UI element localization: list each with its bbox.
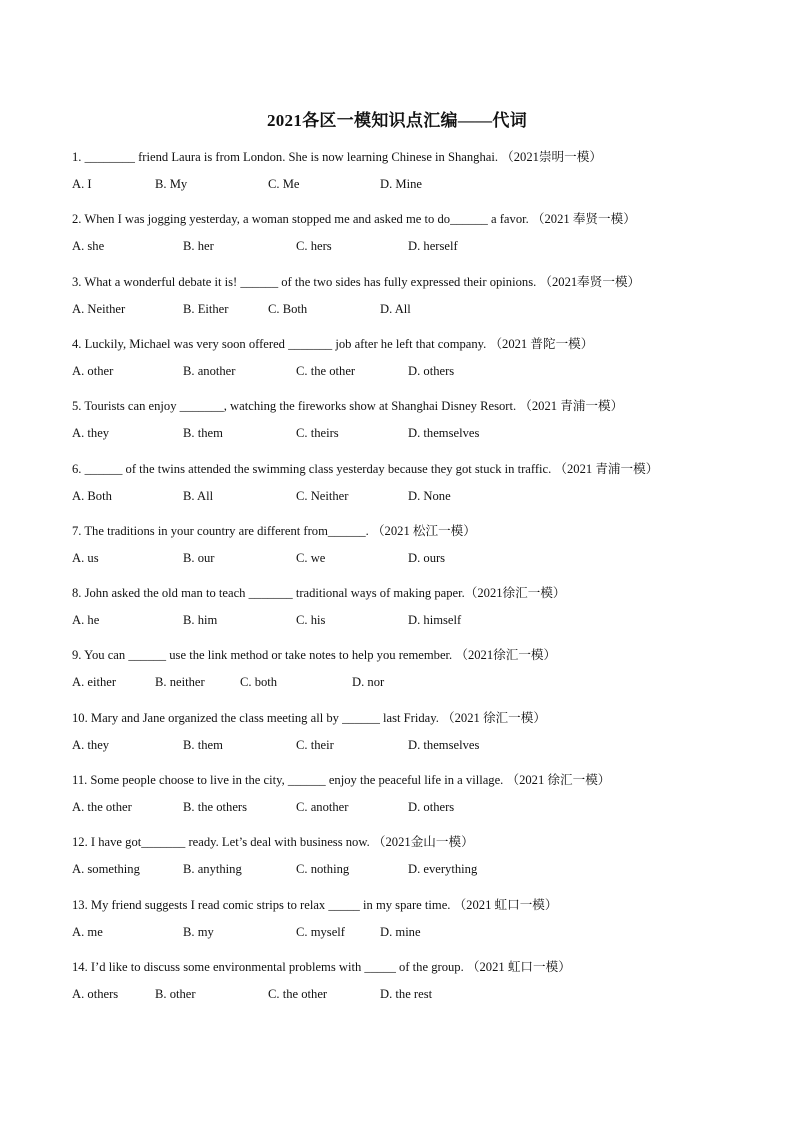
answer-option: B. them (183, 737, 223, 752)
answer-option: D. everything (408, 862, 478, 877)
answer-option: B. my (183, 924, 214, 939)
question-text: 12. I have got_______ ready. Let’s deal with business now. （2021金山一模） (72, 835, 474, 850)
answer-option: C. myself (296, 924, 345, 939)
answer-options (72, 302, 722, 318)
answer-option: D. ours (408, 550, 446, 565)
question-text: 14. I’d like to discuss some environmental problems with _____ of the group. （2021 虹口一模） (72, 959, 571, 974)
question-text: 6. ______ of the twins attended the swimming class yesterday because they got stuck in traffic. （2021 青浦一模） (72, 461, 659, 476)
answer-option: B. another (183, 363, 236, 378)
document-title: 2021各区一模知识点汇编——代词 (266, 111, 528, 130)
answer-option: C. their (296, 737, 334, 752)
answer-option: D. nor (352, 675, 385, 690)
answer-option: C. Both (268, 301, 308, 316)
answer-options (72, 177, 722, 193)
answer-option: B. our (183, 550, 215, 565)
answer-option: D. themselves (408, 426, 480, 441)
answer-option: D. the rest (380, 986, 433, 1001)
answer-option: A. he (72, 613, 100, 628)
answer-option: B. My (155, 177, 188, 191)
answer-options (72, 613, 722, 629)
answer-options (72, 489, 722, 505)
answer-option: B. All (183, 488, 214, 503)
question-text: 3. What a wonderful debate it is! ______ of the two sides has fully expressed their opinions. （2021奉贤一模） (72, 274, 641, 289)
answer-option: A. they (72, 737, 110, 752)
answer-option: B. anything (183, 862, 242, 877)
question-text: 11. Some people choose to live in the city, ______ enjoy the peaceful life in a village. （2021 徐汇一模） (72, 773, 611, 787)
question-text: 4. Luckily, Michael was very soon offered _______ job after he left that company. （2021 普陀一模） (72, 336, 594, 351)
answer-option: C. nothing (296, 862, 350, 877)
answer-option: D. herself (408, 239, 458, 254)
answer-option: A. others (72, 986, 119, 1001)
question-text: 2. When I was jogging yesterday, a woman stopped me and asked me to do______ a favor. （2021 奉贤一模） (72, 212, 636, 227)
answer-option: C. Me (268, 177, 300, 191)
answer-option: C. both (240, 675, 278, 690)
question-text: 7. The traditions in your country are different from______. （2021 松江一模） (72, 523, 476, 538)
answer-option: C. hers (296, 239, 332, 254)
answer-option: D. All (380, 301, 411, 316)
answer-option: C. his (296, 613, 326, 628)
answer-options (72, 239, 722, 255)
answer-option: A. the other (72, 800, 132, 814)
question-text: 13. My friend suggests I read comic strips to relax _____ in my spare time. （2021 虹口一模） (72, 897, 558, 912)
answer-options (72, 675, 722, 691)
answer-option: C. theirs (296, 426, 339, 441)
question-text: 8. John asked the old man to teach _______ traditional ways of making paper.（2021徐汇一模） (72, 586, 566, 601)
answer-option: A. she (72, 239, 105, 254)
answer-option: B. them (183, 426, 223, 441)
answer-option: B. him (183, 613, 218, 628)
answer-option: A. Both (72, 488, 112, 503)
answer-option: D. others (408, 800, 455, 814)
answer-options (72, 364, 722, 380)
answer-options (72, 987, 722, 1003)
answer-option: A. us (72, 550, 99, 565)
answer-option: C. another (296, 800, 349, 814)
answer-option: D. None (408, 488, 451, 503)
answer-option: A. something (72, 862, 140, 877)
answer-option: A. either (72, 675, 117, 690)
answer-option: A. I (72, 177, 92, 191)
answer-options (72, 862, 722, 878)
answer-option: A. they (72, 426, 110, 441)
answer-option: C. we (296, 550, 326, 565)
answer-option: B. her (183, 239, 214, 254)
answer-option: D. others (408, 363, 455, 378)
answer-option: B. neither (155, 675, 205, 690)
answer-options (72, 738, 722, 754)
answer-options (72, 426, 722, 442)
answer-option: C. Neither (296, 488, 349, 503)
question-text: 5. Tourists can enjoy _______, watching the fireworks show at Shanghai Disney Resort. （2021 青浦一模） (72, 399, 624, 414)
answer-option: C. the other (268, 986, 328, 1001)
question-text: 9. You can ______ use the link method or take notes to help you remember. （2021徐汇一模） (72, 648, 557, 663)
answer-options (72, 800, 722, 816)
answer-option: B. Either (183, 301, 229, 316)
answer-option: C. the other (296, 363, 356, 378)
question-text: 10. Mary and Jane organized the class meeting all by ______ last Friday. （2021 徐汇一模） (72, 710, 546, 725)
answer-option: B. other (155, 986, 196, 1001)
answer-option: A. other (72, 363, 114, 378)
answer-option: D. Mine (380, 177, 422, 191)
answer-option: B. the others (183, 800, 248, 814)
answer-option: A. Neither (72, 301, 126, 316)
answer-option: D. himself (408, 613, 462, 628)
answer-options (72, 551, 722, 567)
question-text: 1. ________ friend Laura is from London. She is now learning Chinese in Shanghai. （2021崇明一模） (72, 150, 602, 164)
answer-option: A. me (72, 924, 103, 939)
answer-option: D. themselves (408, 737, 480, 752)
answer-options (72, 925, 722, 941)
answer-option: D. mine (380, 924, 421, 939)
